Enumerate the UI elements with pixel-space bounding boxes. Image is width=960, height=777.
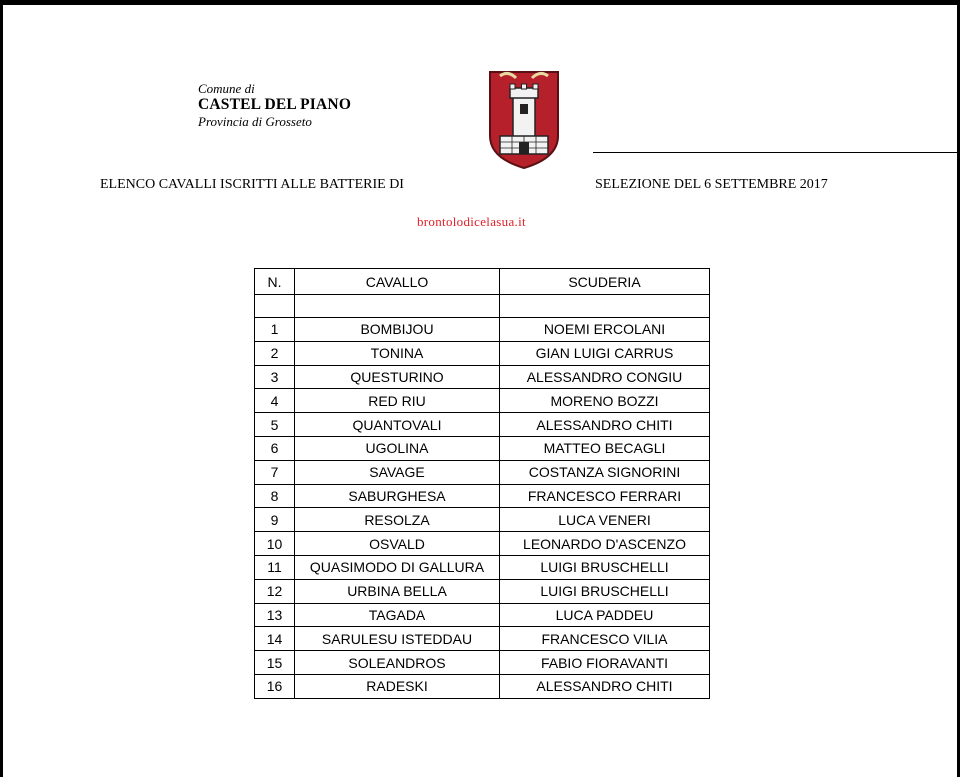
table-row <box>255 389 710 413</box>
source-watermark: brontolodicelasua.it <box>417 214 526 229</box>
top-rule <box>3 3 957 5</box>
cell-stable: LUCA VENERI <box>500 508 710 532</box>
cell-stable: ALESSANDRO CHITI <box>500 674 710 698</box>
cell-horse: TAGADA <box>295 603 500 627</box>
comune-name: CASTEL DEL PIANO <box>198 96 352 113</box>
cell-stable: GIAN LUIGI CARRUS <box>500 341 710 365</box>
municipality-header <box>198 81 351 129</box>
cell-number: 2 <box>255 341 295 365</box>
cell-number: 11 <box>255 555 295 579</box>
cell-number: 16 <box>255 674 295 698</box>
cell-number: 12 <box>255 579 295 603</box>
cell-horse: UGOLINA <box>295 436 500 460</box>
table-row <box>255 436 710 460</box>
castle-crest-icon <box>486 66 562 170</box>
cell-horse: URBINA BELLA <box>295 579 500 603</box>
cell-stable: MORENO BOZZI <box>500 389 710 413</box>
cell-horse: SABURGHESA <box>295 484 500 508</box>
table-row <box>255 555 710 579</box>
horse-list-table <box>254 268 710 699</box>
provincia-label: Provincia di Grosseto <box>198 114 312 129</box>
cell-number: 14 <box>255 627 295 651</box>
empty-cell <box>295 295 500 318</box>
cell-number: 1 <box>255 318 295 342</box>
cell-horse: OSVALD <box>295 532 500 556</box>
empty-cell <box>255 295 295 318</box>
cell-horse: QUESTURINO <box>295 365 500 389</box>
cell-stable: ALESSANDRO CHITI <box>500 413 710 437</box>
header-stable: SCUDERIA <box>500 269 710 295</box>
document-page <box>3 3 957 777</box>
table-header-row <box>255 269 710 295</box>
cell-stable: LUIGI BRUSCHELLI <box>500 579 710 603</box>
table-row <box>255 627 710 651</box>
table-row <box>255 318 710 342</box>
table-row <box>255 579 710 603</box>
cell-horse: BOMBIJOU <box>295 318 500 342</box>
cell-stable: FRANCESCO VILIA <box>500 627 710 651</box>
cell-stable: ALESSANDRO CONGIU <box>500 365 710 389</box>
table-row <box>255 603 710 627</box>
table-row <box>255 674 710 698</box>
cell-stable: MATTEO BECAGLI <box>500 436 710 460</box>
header-divider <box>593 152 957 153</box>
table-row <box>255 484 710 508</box>
table-row <box>255 413 710 437</box>
cell-stable: LUCA PADDEU <box>500 603 710 627</box>
cell-number: 13 <box>255 603 295 627</box>
cell-horse: TONINA <box>295 341 500 365</box>
cell-horse: SAVAGE <box>295 460 500 484</box>
cell-stable: NOEMI ERCOLANI <box>500 318 710 342</box>
document-title-right: SELEZIONE DEL 6 SETTEMBRE 2017 <box>595 177 828 192</box>
cell-number: 10 <box>255 532 295 556</box>
cell-horse: RESOLZA <box>295 508 500 532</box>
cell-number: 15 <box>255 651 295 675</box>
cell-horse: SARULESU ISTEDDAU <box>295 627 500 651</box>
table-row <box>255 508 710 532</box>
cell-stable: LEONARDO D'ASCENZO <box>500 532 710 556</box>
cell-number: 8 <box>255 484 295 508</box>
table-row <box>255 365 710 389</box>
table-row <box>255 532 710 556</box>
cell-horse: QUANTOVALI <box>295 413 500 437</box>
header-number: N. <box>255 269 295 295</box>
cell-number: 3 <box>255 365 295 389</box>
cell-stable: FABIO FIORAVANTI <box>500 651 710 675</box>
cell-stable: FRANCESCO FERRARI <box>500 484 710 508</box>
cell-horse: QUASIMODO DI GALLURA <box>295 555 500 579</box>
empty-cell <box>500 295 710 318</box>
cell-number: 4 <box>255 389 295 413</box>
empty-row <box>255 295 710 318</box>
comune-label: Comune di <box>198 81 255 96</box>
cell-number: 5 <box>255 413 295 437</box>
cell-horse: RED RIU <box>295 389 500 413</box>
cell-number: 9 <box>255 508 295 532</box>
table-row <box>255 460 710 484</box>
table-row <box>255 651 710 675</box>
cell-number: 6 <box>255 436 295 460</box>
header-horse: CAVALLO <box>295 269 500 295</box>
cell-stable: LUIGI BRUSCHELLI <box>500 555 710 579</box>
cell-number: 7 <box>255 460 295 484</box>
table-row <box>255 341 710 365</box>
document-title-left: ELENCO CAVALLI ISCRITTI ALLE BATTERIE DI <box>100 177 404 192</box>
cell-horse: RADESKI <box>295 674 500 698</box>
cell-horse: SOLEANDROS <box>295 651 500 675</box>
cell-stable: COSTANZA SIGNORINI <box>500 460 710 484</box>
